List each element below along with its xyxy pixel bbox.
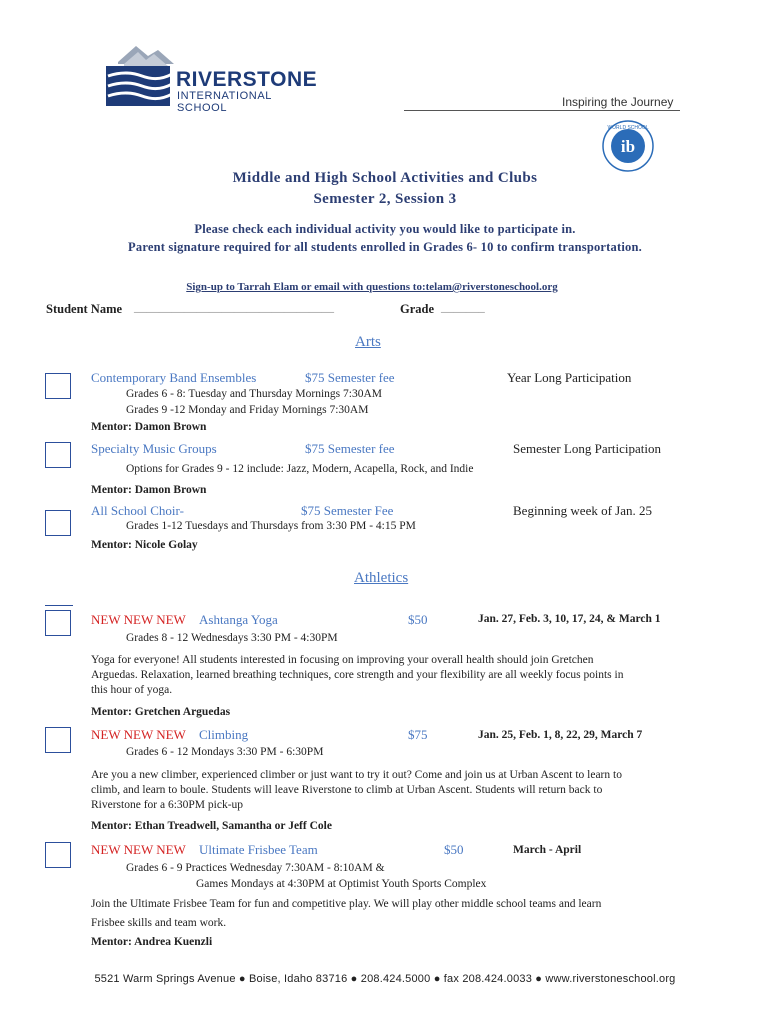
instruction-line-1: Please check each individual activity you would like to participate in. <box>194 222 576 236</box>
mountain-logo-icon <box>106 44 176 106</box>
choir-duration: Beginning week of Jan. 25 <box>513 503 653 518</box>
svg-text:ib: ib <box>620 137 636 156</box>
page-title: Middle and High School Activities and Clubs <box>232 170 538 186</box>
climbing-checkbox[interactable] <box>45 727 71 753</box>
choir-mentor: Mentor: Nicole Golay <box>91 539 198 551</box>
arts-section-heading: Arts <box>355 334 381 350</box>
ib-logo-icon <box>602 120 654 172</box>
music-activity-name: Specialty Music Groups <box>91 441 217 456</box>
school-logo <box>106 44 318 114</box>
frisbee-description-2: Frisbee skills and team work. <box>91 917 227 929</box>
band-checkbox[interactable] <box>45 373 71 399</box>
climbing-activity-name: Climbing <box>199 727 249 742</box>
tagline: Inspiring the Journey <box>562 95 674 109</box>
climbing-schedule: Grades 6 - 12 Mondays 3:30 PM - 6:30PM <box>126 746 324 758</box>
yoga-fee: $50 <box>408 612 428 627</box>
frisbee-fee: $50 <box>444 842 464 857</box>
yoga-new-tag: NEW NEW NEW <box>91 612 186 627</box>
page-subtitle: Semester 2, Session 3 <box>313 191 457 207</box>
frisbee-dates: March - April <box>513 844 582 856</box>
yoga-description-2: Arguedas. Relaxation, learned breathing techniques, core strength and your flexibility are all weekly focus points in <box>91 669 624 681</box>
yoga-mentor: Mentor: Gretchen Arguedas <box>91 706 231 718</box>
music-mentor: Mentor: Damon Brown <box>91 484 207 496</box>
climbing-description-2: climb, and learn to boule. Students will leave Riverstone to climb at Urban Ascent. Students will return back to <box>91 784 603 796</box>
band-schedule-1: Grades 6 - 8: Tuesday and Thursday Mornings 7:30AM <box>126 388 382 400</box>
music-fee: $75 Semester fee <box>305 441 395 456</box>
climbing-fee: $75 <box>408 727 428 742</box>
climbing-new-tag: NEW NEW NEW <box>91 727 186 742</box>
yoga-checkbox[interactable] <box>45 610 71 636</box>
band-mentor: Mentor: Damon Brown <box>91 421 207 433</box>
svg-text:WORLD SCHOOL: WORLD SCHOOL <box>607 125 649 131</box>
yoga-description-3: this hour of yoga. <box>91 684 173 696</box>
music-options: Options for Grades 9 - 12 include: Jazz, Modern, Acapella, Rock, and Indie <box>126 463 474 475</box>
band-fee: $75 Semester fee <box>305 370 395 385</box>
school-subtitle: INTERNATIONAL SCHOOL <box>177 90 272 114</box>
choir-activity-name: All School Choir- <box>91 503 184 518</box>
band-duration: Year Long Participation <box>507 370 632 385</box>
yoga-schedule: Grades 8 - 12 Wednesdays 3:30 PM - 4:30PM <box>126 632 338 644</box>
yoga-description-1: Yoga for everyone! All students interested in focusing on improving your overall health should join Gretchen <box>91 654 594 666</box>
grade-label: Grade <box>400 302 435 316</box>
frisbee-schedule-2: Games Mondays at 4:30PM at Optimist Youth Sports Complex <box>196 878 487 890</box>
athletics-section-heading: Athletics <box>354 570 409 586</box>
header-rule <box>404 110 680 111</box>
frisbee-new-tag: NEW NEW NEW <box>91 842 186 857</box>
student-name-label: Student Name <box>46 302 123 316</box>
yoga-activity-name: Ashtanga Yoga <box>199 612 278 627</box>
yoga-dates: Jan. 27, Feb. 3, 10, 17, 24, & March 1 <box>478 613 661 625</box>
climbing-description-3: Riverstone for a 6:30PM pick-up <box>91 799 244 811</box>
frisbee-activity-name: Ultimate Frisbee Team <box>199 842 318 857</box>
ib-world-school-badge <box>602 120 654 172</box>
climbing-dates: Jan. 25, Feb. 1, 8, 22, 29, March 7 <box>478 729 643 741</box>
band-activity-name: Contemporary Band Ensembles <box>91 370 257 385</box>
climbing-mentor: Mentor: Ethan Treadwell, Samantha or Jeff Cole <box>91 820 332 832</box>
frisbee-description-1: Join the Ultimate Frisbee Team for fun and competitive play. We will play other middle school teams and learn <box>91 898 602 910</box>
frisbee-schedule-1: Grades 6 - 9 Practices Wednesday 7:30AM - 8:10AM & <box>126 862 385 874</box>
choir-fee: $75 Semester Fee <box>301 503 394 518</box>
footer-contact: 5521 Warm Springs Avenue ● Boise, Idaho 83716 ● 208.424.5000 ● fax 208.424.0033 ● www.riverstoneschool.org <box>94 973 676 985</box>
band-schedule-2: Grades 9 -12 Monday and Friday Mornings 7:30AM <box>126 404 369 416</box>
climbing-description-1: Are you a new climber, experienced climber or just want to try it out? Come and join us at Urban Ascent to learn to <box>91 769 622 781</box>
yoga-checkbox-top-rule <box>45 605 73 606</box>
choir-checkbox[interactable] <box>45 510 71 536</box>
student-name-field[interactable]: ________________________________ <box>134 300 334 314</box>
frisbee-checkbox[interactable] <box>45 842 71 868</box>
school-name: RIVERSTONE <box>176 68 318 91</box>
music-checkbox[interactable] <box>45 442 71 468</box>
frisbee-mentor: Mentor: Andrea Kuenzli <box>91 936 213 948</box>
instruction-line-2: Parent signature required for all students enrolled in Grades 6- 10 to confirm transportation. <box>128 240 642 254</box>
grade-field[interactable]: _______ <box>441 300 485 314</box>
music-duration: Semester Long Participation <box>513 441 662 456</box>
choir-schedule: Grades 1-12 Tuesdays and Thursdays from 3:30 PM - 4:15 PM <box>126 520 416 532</box>
signup-contact-link[interactable]: Sign-up to Tarrah Elam or email with questions to:telam@riverstoneschool.org <box>186 281 558 293</box>
